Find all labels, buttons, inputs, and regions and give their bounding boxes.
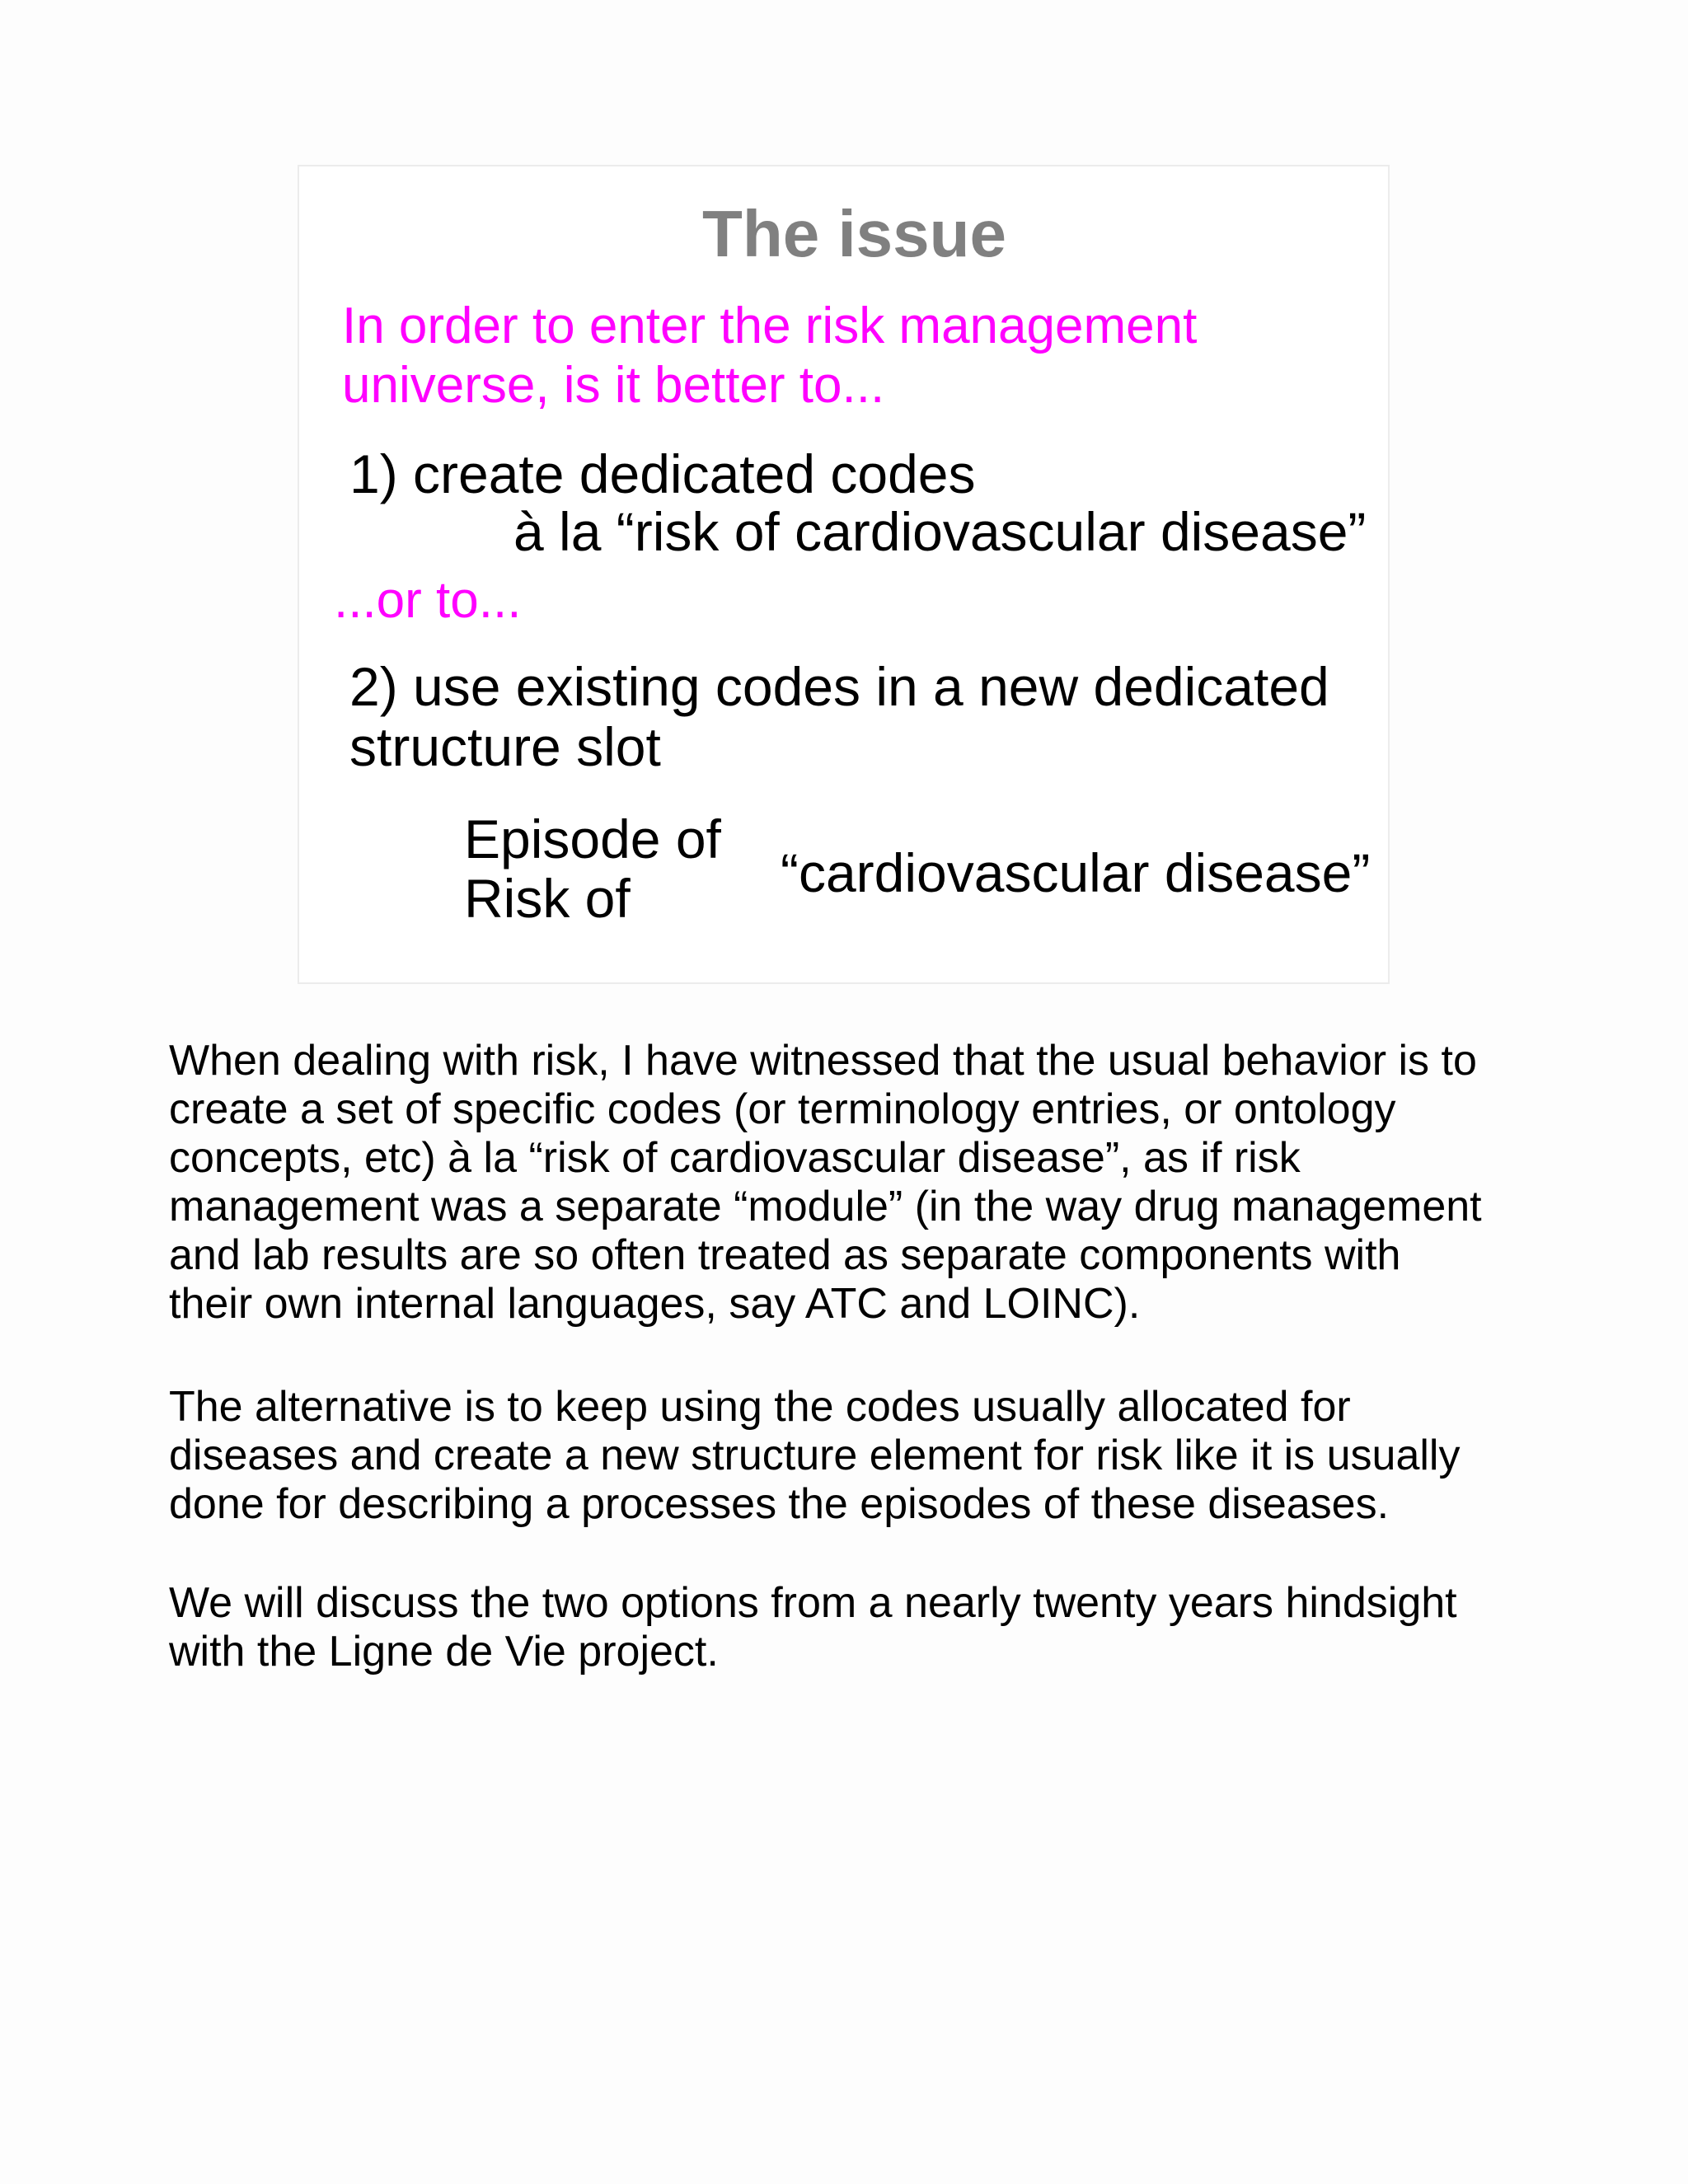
paragraph-line: The alternative is to keep using the codes usually allocated for: [169, 1383, 1351, 1431]
paragraph-line: create a set of specific codes (or terminology entries, or ontology: [169, 1085, 1396, 1133]
slide-title: The issue: [701, 197, 1007, 270]
paragraph-line: and lab results are so often treated as separate components with: [169, 1231, 1401, 1279]
paragraph-line: with the Ligne de Vie project.: [169, 1628, 719, 1675]
paragraph-line: concepts, etc) à la “risk of cardiovascular disease”, as if risk: [169, 1134, 1301, 1182]
option-1-example: à la “risk of cardiovascular disease”: [513, 501, 1367, 562]
slide-question: [342, 297, 1364, 415]
paragraph-line: When dealing with risk, I have witnessed that the usual behavior is to: [169, 1037, 1477, 1085]
or-to-connector: ...or to...: [334, 572, 522, 629]
structure-slots: [464, 809, 721, 928]
question-line: universe, is it better to...: [342, 357, 885, 414]
paragraph-line: management was a separate “module” (in the way drug management: [169, 1183, 1482, 1230]
paragraph-3: [169, 1579, 1537, 1676]
slot-risk: Risk of: [464, 868, 631, 929]
slide-image: [298, 165, 1390, 984]
paragraph-1: [169, 1037, 1537, 1329]
slot-value: “cardiovascular disease”: [781, 842, 1371, 903]
paragraph-line: diseases and create a new structure element for risk like it is usually: [169, 1432, 1461, 1479]
paragraph-2: [169, 1383, 1537, 1529]
option-2-line: structure slot: [349, 716, 661, 777]
slot-episode: Episode of: [464, 808, 721, 869]
question-line: In order to enter the risk management: [342, 298, 1198, 354]
paragraph-line: done for describing a processes the episodes of these diseases.: [169, 1480, 1390, 1528]
paragraph-line: their own internal languages, say ATC and LOINC).: [169, 1280, 1141, 1328]
option-2-line: 2) use existing codes in a new dedicated: [349, 656, 1329, 717]
option-2: [349, 657, 1372, 777]
option-1: 1) create dedicated codes: [349, 443, 976, 504]
paragraph-line: We will discuss the two options from a nearly twenty years hindsight: [169, 1579, 1457, 1627]
